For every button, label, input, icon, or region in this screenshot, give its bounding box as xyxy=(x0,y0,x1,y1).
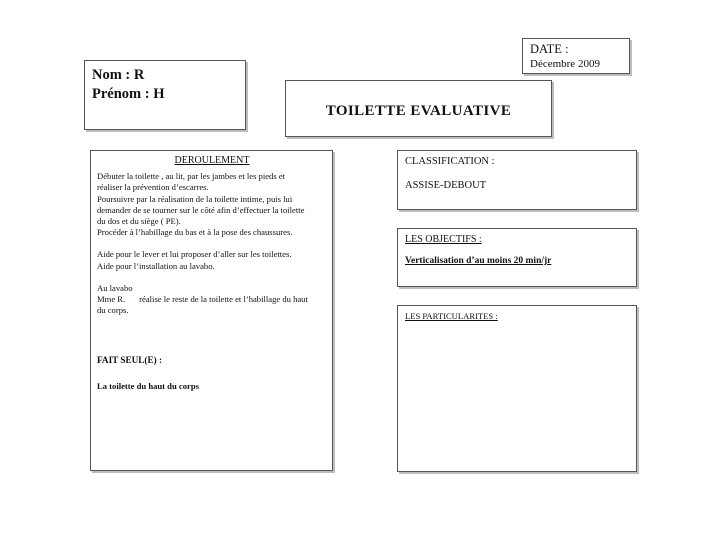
deroulement-heading: DEROULEMENT xyxy=(174,155,250,166)
particularites-box xyxy=(397,305,637,472)
patient-prenom: Prénom : H xyxy=(92,86,165,102)
date-box xyxy=(522,38,630,74)
patient-nom: Nom : R xyxy=(92,67,145,83)
lavabo-line-2: du corps. xyxy=(97,305,129,316)
lavabo-line xyxy=(97,294,327,305)
deroulement-line: réaliser la prévention d’escarres. xyxy=(97,182,209,193)
lavabo-text: réalise le reste de la toilette et l’habillage du haut xyxy=(139,294,308,305)
title-box xyxy=(285,80,552,137)
deroulement-line: Débuter la toilette , au lit, par les jambes et les pieds et xyxy=(97,171,286,182)
deroulement-line: Aide pour l’installation au lavabo. xyxy=(97,260,215,271)
patient-short-name: Mme R. xyxy=(97,294,126,305)
date-value: Décembre 2009 xyxy=(530,58,600,70)
patient-name-box xyxy=(84,60,246,130)
deroulement-line: Procéder à l’habillage du bas et à la pose des chaussures. xyxy=(97,227,293,238)
classification-value: ASSISE-DEBOUT xyxy=(405,180,487,191)
deroulement-box xyxy=(90,150,333,471)
deroulement-line: du dos et du siège ( PE). xyxy=(97,216,181,227)
objectifs-value: Verticalisation d’au moins 20 min/jr xyxy=(405,256,552,266)
objectifs-heading: LES OBJECTIFS : xyxy=(405,234,482,245)
fait-seul-value: La toilette du haut du corps xyxy=(97,381,199,392)
classification-box xyxy=(397,150,637,210)
fait-seul-heading: FAIT SEUL(E) : xyxy=(97,355,163,366)
objectifs-box xyxy=(397,228,637,287)
classification-heading: CLASSIFICATION : xyxy=(405,156,495,167)
lavabo-title: Au lavabo xyxy=(97,282,133,293)
particularites-heading: LES PARTICULARITES : xyxy=(405,311,498,321)
date-label: DATE : xyxy=(530,42,569,56)
deroulement-line: demander de se tourner sur le côté afin d’effectuer la toilette xyxy=(97,204,305,215)
page-title: TOILETTE EVALUATIVE xyxy=(325,103,512,119)
deroulement-line: Poursuivre par la réalisation de la toilette intime, puis lui xyxy=(97,193,293,204)
deroulement-line: Aide pour le lever et lui proposer d’aller sur les toilettes. xyxy=(97,249,292,260)
